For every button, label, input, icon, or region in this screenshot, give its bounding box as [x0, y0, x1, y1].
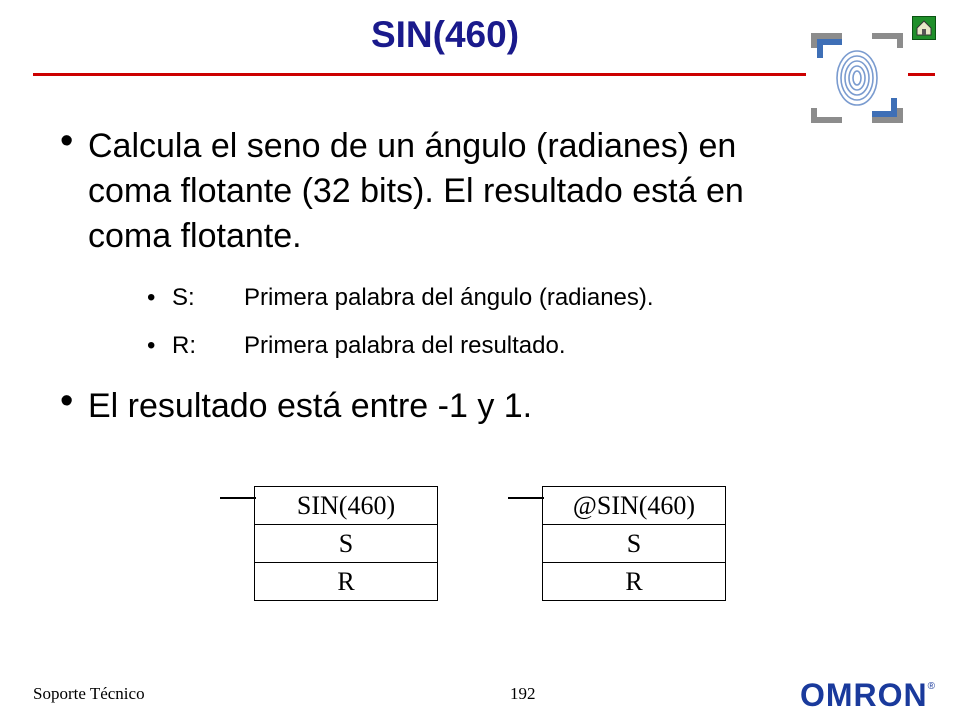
- block-operand-s: S: [255, 525, 437, 563]
- block-operand-r: R: [625, 567, 643, 596]
- sub-item-1-key: S:: [172, 284, 195, 311]
- instruction-block-sin: [254, 486, 438, 601]
- title-divider: [33, 73, 935, 76]
- fingerprint-logo: [806, 28, 908, 128]
- page-number: 192: [510, 684, 536, 703]
- slide-title: SIN(460): [370, 14, 520, 55]
- bullet-1-line-1: Calcula el seno de un ángulo (radianes) en: [88, 127, 737, 165]
- registered-mark: ®: [927, 681, 937, 692]
- home-button[interactable]: [912, 16, 936, 40]
- block-operand-s: S: [543, 525, 725, 563]
- brand-name: OMRON: [800, 677, 928, 713]
- sub-item-2-key: R:: [172, 332, 196, 359]
- sub-item-1-value: Primera palabra del ángulo (radianes).: [244, 284, 654, 311]
- sub-item-2-value: Primera palabra del resultado.: [244, 332, 566, 359]
- bullet-2-line-1: El resultado está entre -1 y 1.: [88, 387, 533, 425]
- home-icon: [913, 17, 935, 39]
- instruction-block-at-sin: [542, 486, 726, 601]
- block-header: SIN(460): [255, 487, 437, 525]
- bullet-marker: •: [60, 120, 74, 162]
- bullet-1-line-2: coma flotante (32 bits). El resultado está en: [88, 172, 744, 210]
- sub-bullet-marker: •: [147, 284, 156, 311]
- ladder-input-wire: [508, 497, 544, 499]
- sub-bullet-marker: •: [147, 332, 156, 359]
- omron-logo: [800, 677, 936, 714]
- ladder-input-wire: [220, 497, 256, 499]
- footer-department: Soporte Técnico: [33, 684, 145, 703]
- block-operand-r: R: [337, 567, 355, 596]
- bullet-marker: •: [60, 380, 74, 422]
- block-header: @SIN(460): [543, 487, 725, 525]
- bullet-1-line-3: coma flotante.: [88, 217, 302, 255]
